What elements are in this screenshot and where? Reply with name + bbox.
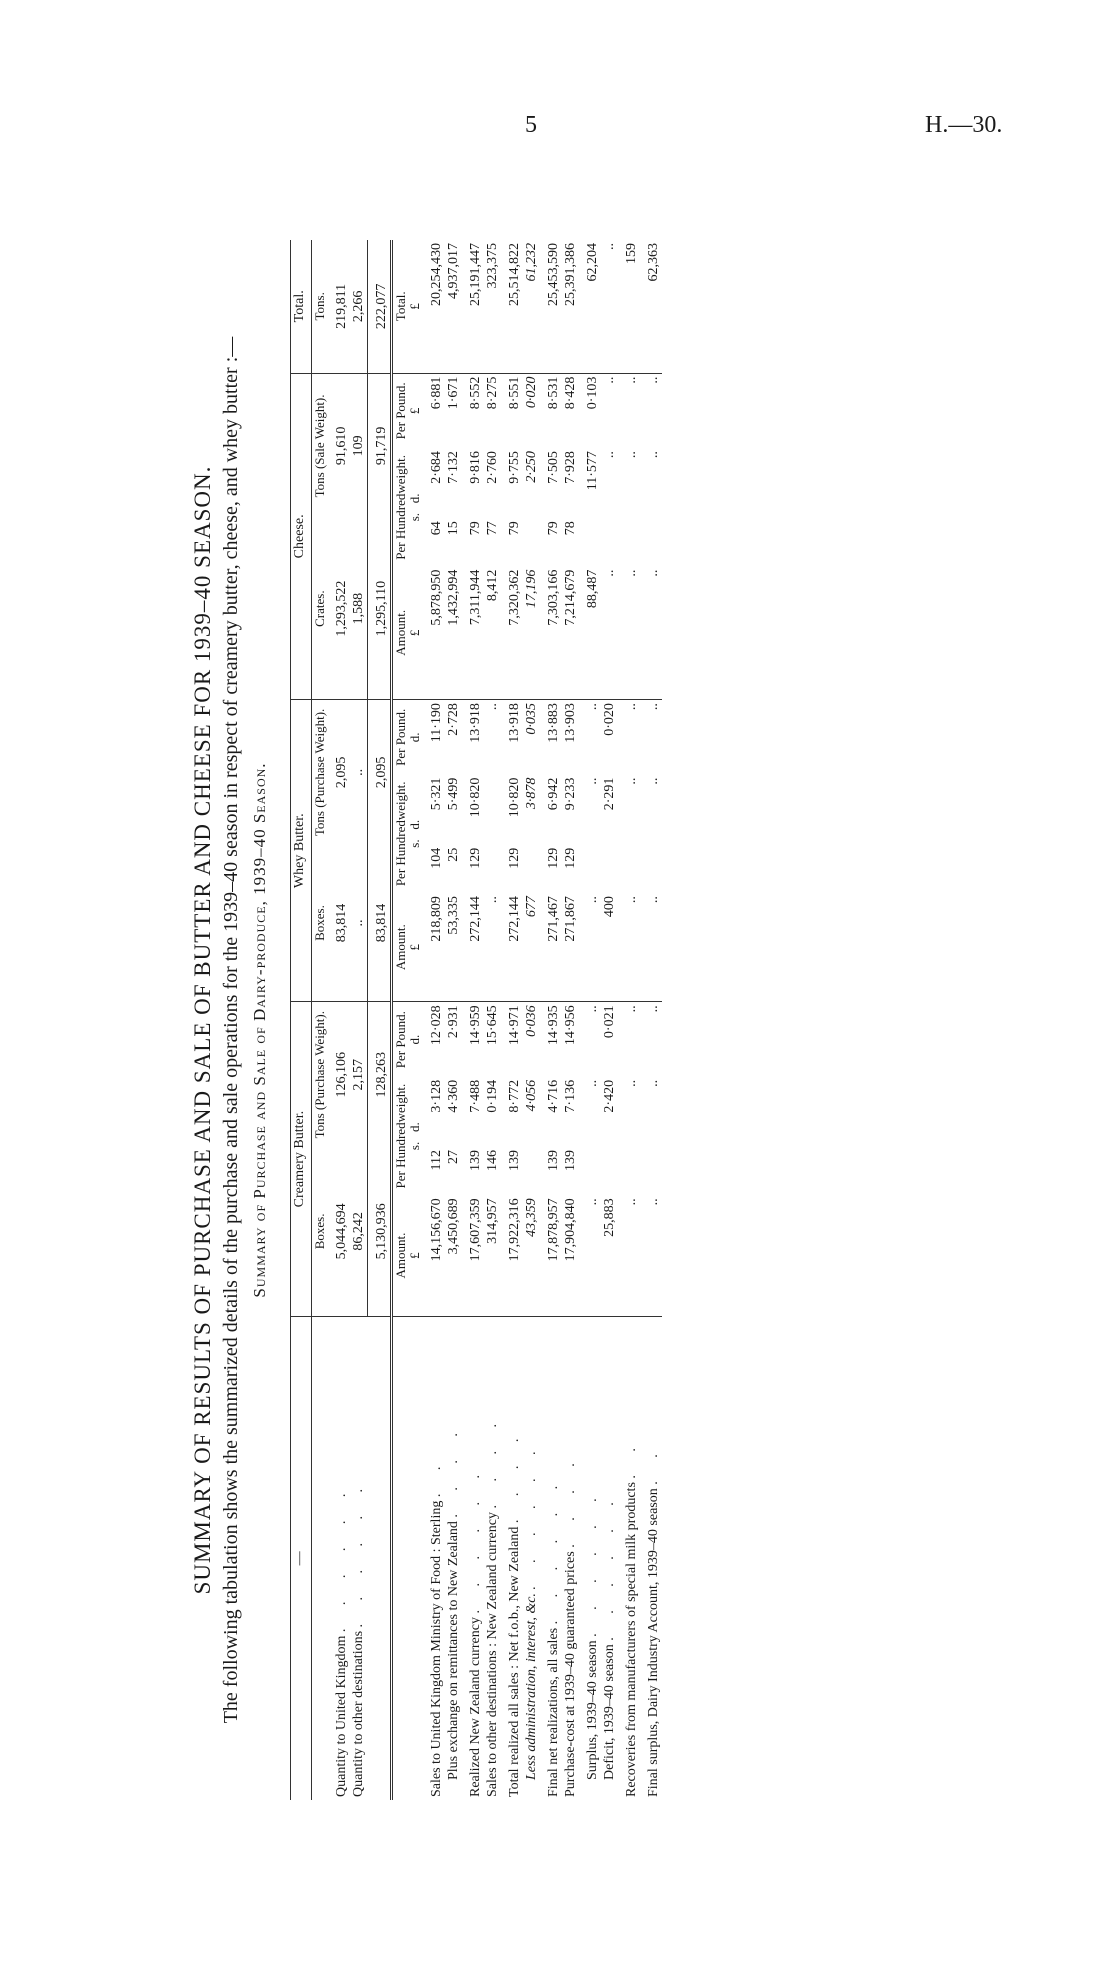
- value-cell-cb-amt: ..: [646, 1198, 661, 1206]
- value-cell-ch-amt: 1,432,994: [446, 569, 461, 626]
- value-cell-cb-d: ..: [624, 1079, 639, 1087]
- value-cell-wb-d: 3·878: [524, 777, 539, 810]
- value-cell-cb-lb: ..: [579, 1002, 601, 1077]
- value-cell-ch-d: ..: [646, 451, 661, 459]
- value-row-label-text: Plus exchange on remittances to New Zealand: [446, 1521, 461, 1780]
- value-cell-cb-amt: 25,883: [602, 1198, 617, 1237]
- value-cell-total: 25,453,590: [546, 243, 561, 306]
- value-cell-ch-s: 15: [446, 521, 461, 536]
- value-cell-cb-s: 146: [485, 1150, 500, 1172]
- value-cell-wb-amt: 272,144: [507, 896, 522, 942]
- cheese-lb-header-label: Per Pound.: [393, 382, 408, 440]
- leader-dots: . . . . . .: [334, 1483, 349, 1633]
- value-cell-ch-d: 2·684: [429, 451, 444, 484]
- value-cell-wb-lb: 2·728: [445, 700, 462, 775]
- value-cell-wb-d: 5·499: [446, 777, 461, 811]
- value-cell-ch-s: 77: [485, 521, 500, 536]
- total-group-header: Total.: [291, 240, 312, 373]
- value-cell-ch-amt: 5,878,950: [429, 569, 444, 626]
- value-row-label: [601, 1316, 618, 1800]
- value-cell-ch-lb: 0·103: [579, 373, 601, 448]
- value-cell-cb-amt: 17,607,359: [468, 1198, 483, 1262]
- cheese-crates-header: Crates.: [312, 590, 327, 627]
- value-cell-cb-lb: 14·935: [540, 1002, 562, 1077]
- creamery-cwt-unit-s: s.: [407, 1141, 422, 1151]
- value-row: [445, 240, 462, 1800]
- quantity-total-cb-units: 5,130,936: [368, 1147, 392, 1316]
- whey-cwt-unit-d: d.: [407, 819, 422, 830]
- quantity-cell-cb-tons: 2,157: [350, 1002, 368, 1147]
- value-total-header: [392, 240, 424, 373]
- value-cell-ch-lb: 8·531: [540, 373, 562, 448]
- quantity-cell-wb-units: ..: [351, 919, 366, 927]
- value-cell-ch-lb: 1·671: [445, 373, 462, 448]
- whey-amount-header-label: Amount.: [393, 924, 408, 971]
- quantity-cell-cb-tons: 126,106: [328, 1002, 350, 1147]
- value-row: [484, 240, 501, 1800]
- value-cell-ch-lb: 0·020: [523, 373, 540, 448]
- value-cell-cb-d: 7·488: [468, 1079, 483, 1113]
- cheese-group-header: Cheese.: [291, 373, 312, 699]
- value-cell-cb-d: 3·128: [429, 1079, 444, 1113]
- value-cell-cb-lb: ..: [640, 1002, 662, 1077]
- value-cell-cb-s: 139: [546, 1150, 561, 1172]
- quantity-total-total: 222,077: [368, 240, 392, 373]
- creamery-cwt-header: [392, 1077, 424, 1195]
- value-row-label: [501, 1316, 523, 1800]
- value-cell-ch-s: [640, 518, 662, 566]
- value-row-label: [562, 1316, 579, 1800]
- value-cell-ch-amt: ..: [646, 569, 661, 577]
- creamery-amount-header-label: Amount.: [393, 1232, 408, 1279]
- leader-dots: . . . . . .: [602, 1492, 617, 1641]
- document-reference: H.—30.: [925, 112, 1003, 138]
- value-cell-wb-d: [484, 775, 501, 845]
- value-cell-ch-amt: 7,214,679: [563, 569, 578, 626]
- value-cell-cb-lb: 2·931: [445, 1002, 462, 1077]
- creamery-cwt-unit-d: d.: [407, 1122, 422, 1132]
- value-cell-cb-d: 0·194: [485, 1079, 500, 1113]
- value-cell-cb-d: 8·772: [507, 1079, 522, 1113]
- value-row-label: [523, 1316, 540, 1800]
- value-cell-wb-d: 6·942: [546, 777, 561, 811]
- whey-tons-header: Tons (Purchase Weight).: [312, 700, 329, 845]
- value-cell-total: 25,514,822: [507, 243, 522, 306]
- value-cell-ch-s: [579, 518, 601, 566]
- value-cell-wb-amt: 218,809: [429, 896, 444, 942]
- value-cell-cb-amt: 14,156,670: [429, 1198, 444, 1262]
- value-cell-cb-s: 139: [468, 1150, 483, 1172]
- leader-dots: . . . . . .: [546, 1475, 561, 1625]
- value-row-label-text: Deficit, 1939–40 season: [602, 1644, 617, 1780]
- value-cell-ch-d: 2·760: [485, 451, 500, 484]
- value-cell-total: 25,391,386: [563, 243, 578, 306]
- value-row-label-text: Sales to United Kingdom Ministry of Food : Sterling: [429, 1500, 444, 1797]
- value-cell-cb-s: [601, 1147, 618, 1195]
- value-cell-cb-s: 139: [507, 1150, 522, 1172]
- value-cell-wb-amt: 53,335: [446, 896, 461, 935]
- value-row-label-text: Final net realizations, all sales: [546, 1627, 561, 1797]
- value-cell-ch-d: ..: [602, 451, 617, 459]
- value-cell-ch-d: 2·250: [524, 451, 539, 483]
- value-cell-cb-amt: 314,957: [485, 1198, 500, 1244]
- value-cell-cb-amt: ..: [585, 1198, 600, 1206]
- value-cell-cb-d: ..: [646, 1079, 661, 1087]
- quantity-row-label: [328, 1316, 350, 1800]
- whey-butter-group-header: Whey Butter.: [291, 700, 312, 1002]
- value-cell-ch-s: 79: [546, 521, 561, 536]
- value-cell-cb-s: [579, 1147, 601, 1195]
- value-cell-ch-lb: ..: [601, 373, 618, 448]
- value-cell-wb-s: 129: [546, 847, 561, 869]
- value-cell-total: 62,204: [585, 243, 600, 282]
- value-total-header-label: Total.: [393, 291, 408, 322]
- value-cell-ch-amt: 7,311,944: [468, 569, 483, 626]
- value-cell-wb-amt: 271,867: [563, 896, 578, 942]
- value-cell-cb-s: 27: [446, 1150, 461, 1165]
- value-cell-ch-d: ..: [624, 451, 639, 459]
- value-cell-ch-d: 7·505: [546, 451, 561, 484]
- value-cell-wb-d: 10·820: [507, 777, 522, 818]
- value-row-label: [540, 1316, 562, 1800]
- value-cell-wb-lb: 13·883: [540, 700, 562, 775]
- creamery-amount-unit: £: [407, 1252, 422, 1259]
- value-row-label-text: Purchase-cost at 1939–40 guaranteed prices: [563, 1551, 578, 1797]
- value-cell-cb-amt: 17,904,840: [563, 1198, 578, 1262]
- quantity-total-ch-units: 1,295,110: [368, 518, 392, 699]
- value-cell-wb-s: [523, 845, 540, 893]
- document-title: SUMMARY OF RESULTS OF PURCHASE AND SALE OF BUTTER AND CHEESE FOR 1939–40 SEASON.: [190, 465, 215, 1595]
- leader-dots: . . . . . .: [524, 1441, 539, 1590]
- value-cell-ch-s: 64: [429, 521, 444, 536]
- value-cell-total: 61,232: [524, 243, 539, 282]
- value-row: [562, 240, 579, 1800]
- cheese-cwt-header: [392, 448, 424, 566]
- rotated-page-content: [190, 190, 1070, 1870]
- quantity-cell-total: 219,811: [334, 283, 349, 329]
- creamery-boxes-header: Boxes.: [312, 1213, 327, 1250]
- value-cell-cb-d: 4·056: [524, 1079, 539, 1112]
- value-row: [462, 240, 484, 1800]
- value-cell-wb-s: 129: [507, 847, 522, 869]
- value-row-label: [445, 1316, 462, 1800]
- value-cell-cb-s: [523, 1147, 540, 1195]
- quantity-row: [350, 240, 368, 1800]
- quantity-section: [312, 240, 392, 1800]
- value-row-label: [462, 1316, 484, 1800]
- value-row: [618, 240, 640, 1800]
- value-cell-wb-amt: ..: [624, 896, 639, 904]
- leader-dots: . . . .: [507, 1428, 522, 1524]
- leader-dots: . .: [624, 1438, 639, 1479]
- value-row-label: [640, 1316, 662, 1800]
- value-cell-wb-d: 10·820: [468, 777, 483, 818]
- value-cell-wb-d: ..: [646, 777, 661, 785]
- quantity-total-wb-tons: 2,095: [368, 700, 392, 845]
- cheese-amount-header: [392, 567, 424, 700]
- cheese-cwt-unit-s: s.: [407, 512, 422, 522]
- creamery-amount-header: [392, 1195, 424, 1316]
- value-cell-total: ..: [602, 243, 617, 250]
- value-cell-wb-s: 104: [429, 847, 444, 869]
- value-cell-wb-s: 25: [446, 847, 461, 862]
- value-cell-wb-s: 129: [563, 847, 578, 869]
- value-row: [579, 240, 601, 1800]
- value-total-unit: £: [407, 303, 422, 310]
- leader-dots: . .: [646, 1444, 661, 1485]
- quantity-cell-ch-units: 1,588: [351, 592, 366, 625]
- creamery-lb-unit: d.: [407, 1034, 422, 1045]
- cheese-lb-unit: £: [407, 407, 422, 415]
- value-cell-cb-amt: 3,450,689: [446, 1198, 461, 1255]
- creamery-cwt-header-label: Per Hundredweight.: [393, 1083, 408, 1189]
- value-cell-cb-lb: 14·971: [501, 1002, 523, 1077]
- value-row-label-text: Recoveries from manufacturers of special milk products: [624, 1482, 639, 1797]
- value-cell-cb-amt: 43,359: [524, 1198, 539, 1237]
- value-cell-wb-amt: ..: [485, 896, 500, 904]
- value-cell-cb-lb: 14·956: [562, 1002, 579, 1077]
- leader-dots: . . . . . .: [585, 1488, 600, 1637]
- whey-lb-unit: d.: [407, 732, 422, 743]
- value-cell-cb-lb: ..: [618, 1002, 640, 1077]
- value-cell-wb-s: [640, 845, 662, 893]
- value-cell-ch-amt: ..: [602, 569, 617, 577]
- creamery-butter-group-header: Creamery Butter.: [291, 1002, 312, 1316]
- value-cell-wb-amt: 271,467: [546, 896, 561, 942]
- value-cell-wb-lb: ..: [640, 700, 662, 775]
- quantity-cell-cb-units: 86,242: [351, 1212, 366, 1251]
- value-cell-total: 323,375: [485, 243, 500, 289]
- cheese-tons-header: Tons (Sale Weight).: [312, 373, 329, 518]
- value-cell-ch-amt: 7,320,362: [507, 569, 522, 626]
- value-cell-ch-s: 79: [507, 521, 522, 536]
- value-cell-ch-lb: 8·552: [462, 373, 484, 448]
- whey-amount-unit: £: [407, 943, 422, 951]
- cheese-amount-unit: £: [407, 629, 422, 637]
- value-row-label: [618, 1316, 640, 1800]
- value-cell-wb-lb: 13·918: [462, 700, 484, 775]
- value-cell-cb-s: [640, 1147, 662, 1195]
- value-row: [640, 240, 662, 1800]
- value-cell-cb-lb: 0·036: [523, 1002, 540, 1077]
- value-cell-cb-amt: 17,922,316: [507, 1198, 522, 1262]
- quantity-row-label-text: Quantity to United Kingdom: [334, 1635, 349, 1797]
- value-cell-cb-s: 139: [563, 1150, 578, 1172]
- value-cell-cb-d: 4·716: [546, 1079, 561, 1113]
- whey-cwt-header-label: Per Hundredweight.: [393, 781, 408, 887]
- value-row-label: [579, 1316, 601, 1800]
- quantity-cell-ch-units: 1,293,522: [334, 580, 349, 637]
- value-cell-cb-d: 2·420: [602, 1079, 617, 1113]
- value-cell-total: 4,937,017: [446, 243, 461, 299]
- value-cell-cb-s: 112: [429, 1150, 444, 1171]
- value-row: [540, 240, 562, 1800]
- value-cell-wb-amt: ..: [646, 896, 661, 904]
- value-cell-cb-lb: 14·959: [462, 1002, 484, 1077]
- value-cell-ch-s: [601, 518, 618, 566]
- value-cell-total: 25,191,447: [468, 243, 483, 306]
- quantity-total-wb-units: 83,814: [368, 845, 392, 1002]
- value-cell-ch-lb: 8·428: [562, 373, 579, 448]
- value-cell-cb-lb: 12·028: [423, 1002, 445, 1077]
- value-cell-wb-d: 9·233: [563, 777, 578, 811]
- value-cell-ch-s: [523, 518, 540, 566]
- value-cell-cb-d: 4·360: [446, 1079, 461, 1113]
- value-cell-wb-lb: 13·918: [501, 700, 523, 775]
- cheese-cwt-header-label: Per Hundredweight.: [393, 454, 408, 560]
- cheese-amount-header-label: Amount.: [393, 609, 408, 656]
- quantity-row: [328, 240, 350, 1800]
- value-cell-wb-s: [484, 845, 501, 893]
- value-row-label-text: Total realized all sales : Net f.o.b., New Zealand: [507, 1526, 522, 1797]
- value-cell-ch-s: 78: [563, 521, 578, 536]
- value-cell-wb-s: [579, 845, 601, 893]
- value-cell-cb-amt: ..: [624, 1198, 639, 1206]
- value-cell-ch-lb: ..: [618, 373, 640, 448]
- leader-dots: . . . .: [485, 1414, 500, 1509]
- value-cell-ch-lb: 8·551: [501, 373, 523, 448]
- value-cell-wb-s: [601, 845, 618, 893]
- value-cell-wb-d: ..: [624, 777, 639, 785]
- total-tons-header: Tons.: [312, 292, 327, 321]
- value-cell-ch-amt: 7,303,166: [546, 569, 561, 626]
- value-cell-cb-amt: 17,878,957: [546, 1198, 561, 1262]
- value-cell-ch-d: 11·577: [585, 451, 600, 491]
- quantity-cell-ch-tons: 91,610: [328, 373, 350, 518]
- value-cell-ch-amt: 88,487: [585, 569, 600, 609]
- value-cell-total: 62,363: [646, 243, 661, 282]
- value-row-label-text: Realized New Zealand currency: [468, 1617, 483, 1797]
- value-row: [501, 240, 523, 1800]
- creamery-lb-header: [392, 1002, 424, 1077]
- value-cell-ch-d: 7·132: [446, 451, 461, 484]
- value-cell-cb-lb: 0·021: [601, 1002, 618, 1077]
- whey-cwt-unit-s: s.: [407, 839, 422, 848]
- value-cell-wb-lb: ..: [579, 700, 601, 775]
- value-cell-ch-amt: 17,196: [524, 569, 539, 609]
- value-cell-wb-lb: ..: [484, 700, 501, 775]
- quantity-cell-wb-tons: 2,095: [328, 700, 350, 845]
- cheese-lb-header: [392, 373, 424, 448]
- dairy-produce-summary-table: [290, 240, 662, 1800]
- value-row-label-text: Less administration, interest, &c.: [524, 1593, 539, 1780]
- value-cell-wb-lb: 0·035: [523, 700, 540, 775]
- quantity-header-spacer: [312, 1316, 329, 1800]
- value-cell-wb-d: 2·291: [602, 777, 617, 811]
- value-cell-cb-lb: 15·645: [484, 1002, 501, 1077]
- quantity-total-label: [368, 1316, 392, 1800]
- value-cell-ch-d: 7·928: [563, 451, 578, 484]
- intro-paragraph: The following tabulation shows the summarized details of the purchase and sale operations for the 1939–40 season in respect of creamery butter, cheese, and whey butter :—: [220, 336, 242, 1724]
- quantity-cell-cb-units: 5,044,694: [334, 1203, 349, 1260]
- value-cell-ch-amt: 8,412: [485, 569, 500, 602]
- whey-cwt-header: [392, 775, 424, 893]
- creamery-tons-header: Tons (Purchase Weight).: [312, 1002, 329, 1147]
- leader-dots: . . . . . .: [351, 1478, 366, 1628]
- quantity-cell-total: 2,266: [351, 290, 366, 323]
- value-cell-wb-s: [618, 845, 640, 893]
- creamery-lb-header-label: Per Pound.: [393, 1011, 408, 1069]
- value-row: [423, 240, 445, 1800]
- quantity-cell-wb-units: 83,814: [334, 903, 349, 943]
- value-cell-wb-lb: 13·903: [562, 700, 579, 775]
- value-row-label-text: Final surplus, Dairy Industry Account, 1939–40 season: [646, 1488, 661, 1797]
- value-row-label-text: Surplus, 1939–40 season: [585, 1640, 600, 1780]
- value-cell-ch-lb: 8·275: [484, 373, 501, 448]
- value-cell-wb-lb: 11·190: [423, 700, 445, 775]
- value-row: [523, 240, 540, 1800]
- leader-dots: . . . .: [446, 1423, 461, 1518]
- quantity-row-label: [350, 1316, 368, 1800]
- value-row-label: [423, 1316, 445, 1800]
- value-cell-wb-amt: 272,144: [468, 896, 483, 942]
- quantity-total-cb-tons: 128,263: [368, 1002, 392, 1147]
- value-cell-ch-lb: 6·881: [423, 373, 445, 448]
- value-section: [392, 240, 663, 1800]
- value-cell-total: 20,254,430: [429, 243, 444, 306]
- whey-amount-header: [392, 893, 424, 1002]
- quantity-cell-ch-tons: 109: [350, 373, 368, 518]
- value-cell-wb-lb: 0·020: [601, 700, 618, 775]
- value-cell-wb-amt: ..: [585, 896, 600, 904]
- value-cell-wb-amt: 400: [602, 896, 617, 918]
- value-cell-ch-d: 9·816: [468, 451, 483, 484]
- value-row: [601, 240, 618, 1800]
- quantity-total-ch-tons: 91,719: [368, 373, 392, 518]
- whey-lb-header: [392, 700, 424, 775]
- table-subtitle: Summary of Purchase and Sale of Dairy-produce, 1939–40 Season.: [250, 762, 269, 1298]
- quantity-total-row: [368, 240, 392, 1800]
- value-cell-wb-d: ..: [585, 777, 600, 785]
- value-cell-wb-amt: 677: [524, 896, 539, 918]
- quantity-cell-wb-tons: ..: [350, 700, 368, 845]
- value-cell-ch-d: 9·755: [507, 451, 522, 484]
- leader-dots: . . . . . .: [468, 1465, 483, 1614]
- value-row-label-text: Sales to other destinations : New Zealand currency: [485, 1512, 500, 1797]
- leader-dots: . . . .: [563, 1453, 578, 1548]
- value-cell-ch-lb: ..: [640, 373, 662, 448]
- value-cell-wb-s: 129: [468, 847, 483, 869]
- value-cell-ch-s: [618, 518, 640, 566]
- blank-group-header: —: [291, 1316, 312, 1800]
- page-number: 5: [525, 112, 537, 138]
- value-header-spacer: [392, 1316, 424, 1800]
- value-cell-ch-s: 79: [468, 521, 483, 536]
- whey-boxes-header: Boxes.: [312, 905, 327, 941]
- value-cell-wb-d: 5·321: [429, 777, 444, 811]
- leader-dots: . .: [429, 1456, 444, 1498]
- value-cell-total: 159: [624, 243, 639, 264]
- value-row-label: [484, 1316, 501, 1800]
- quantity-row-label-text: Quantity to other destinations: [351, 1630, 366, 1797]
- value-cell-cb-d: ..: [585, 1079, 600, 1087]
- value-cell-wb-lb: ..: [618, 700, 640, 775]
- value-cell-cb-s: [618, 1147, 640, 1195]
- cheese-cwt-unit-d: d.: [407, 493, 422, 504]
- whey-lb-header-label: Per Pound.: [393, 708, 408, 766]
- value-cell-ch-amt: ..: [624, 569, 639, 577]
- value-cell-cb-d: 7·136: [563, 1079, 578, 1113]
